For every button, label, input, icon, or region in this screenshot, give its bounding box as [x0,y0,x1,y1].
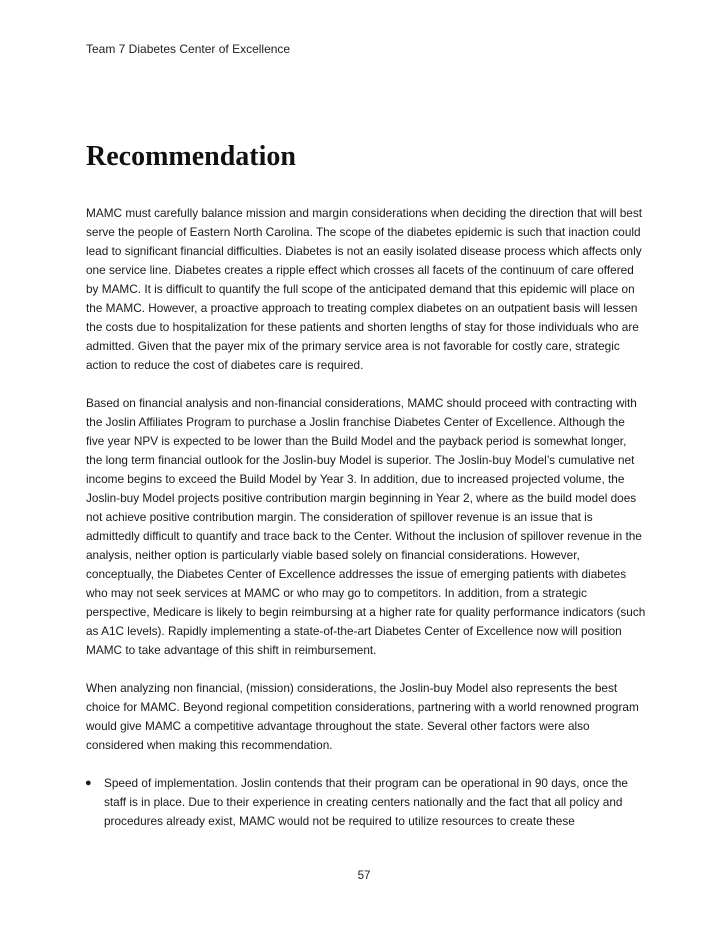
bullet-list [86,774,646,831]
section-heading: Recommendation [86,141,296,172]
list-item [86,774,646,831]
body-text [86,204,646,831]
paragraph-financial-analysis: Based on financial analysis and non-financial considerations, MAMC should proceed with contracting with the Joslin Affiliates Program to purchase a Joslin franchise Diabetes Center of Excellence. Although the five year NPV is expected to be lower than the Build Model and the payback period is somewhat longer, the long term financial outlook for the Joslin-buy Model is superior. The Joslin-buy Model’s cumulative net income begins to exceed the Build Model by Year 3. In addition, due to increased projected volume, the Joslin-buy Model projects positive contribution margin beginning in Year 2, where as the build model does not achieve positive contribution margin. The consideration of spillover revenue is an issue that is admittedly difficult to quantify and trace back to the Center. Without the inclusion of spillover revenue in the analysis, neither option is particularly viable based solely on financial considerations. However, conceptually, the Diabetes Center of Excellence addresses the issue of emerging patients with diabetes who may not seek services at MAMC or who may go to competitors. In addition, from a strategic perspective, Medicare is likely to begin reimbursing at a higher rate for quality performance indicators (such as A1C levels). Rapidly implementing a state-of-the-art Diabetes Center of Excellence now will position MAMC to take advantage of this shift in reimbursement. [86,396,646,657]
paragraph-mission-margin: MAMC must carefully balance mission and margin considerations when deciding the direction that will best serve the people of Eastern North Carolina. The scope of the diabetes epidemic is such that inaction could lead to significant financial difficulties. Diabetes is not an easily isolated disease process which affects only one service line. Diabetes creates a ripple effect which crosses all facets of the continuum of care offered by MAMC. It is difficult to quantify the full scope of the anticipated demand that this epidemic will place on the MAMC. However, a proactive approach to treating complex diabetes on an outpatient basis will lessen the costs due to hospitalization for these patients and shorten lengths of stay for those individuals who are admitted. Given that the payer mix of the primary service area is not favorable for costly care, strategic action to reduce the cost of diabetes care is required. [86,206,643,372]
running-header: Team 7 Diabetes Center of Excellence [86,42,291,56]
paragraph-non-financial: When analyzing non financial, (mission) considerations, the Joslin-buy Model also represents the best choice for MAMC. Beyond regional competition considerations, partnering with a world renowned program would give MAMC a competitive advantage throughout the state. Several other factors were also considered when making this recommendation. [86,681,639,752]
page-number: 57 [357,870,371,882]
bullet-text: Speed of implementation. Joslin contends that their program can be operational in 90 days, once the staff is in place. Due to their experience in creating centers nationally and the fact that all policy and procedures already exist, MAMC would not be required to utilize resources to create these [104,776,628,828]
bullet-icon: ● [85,777,92,789]
